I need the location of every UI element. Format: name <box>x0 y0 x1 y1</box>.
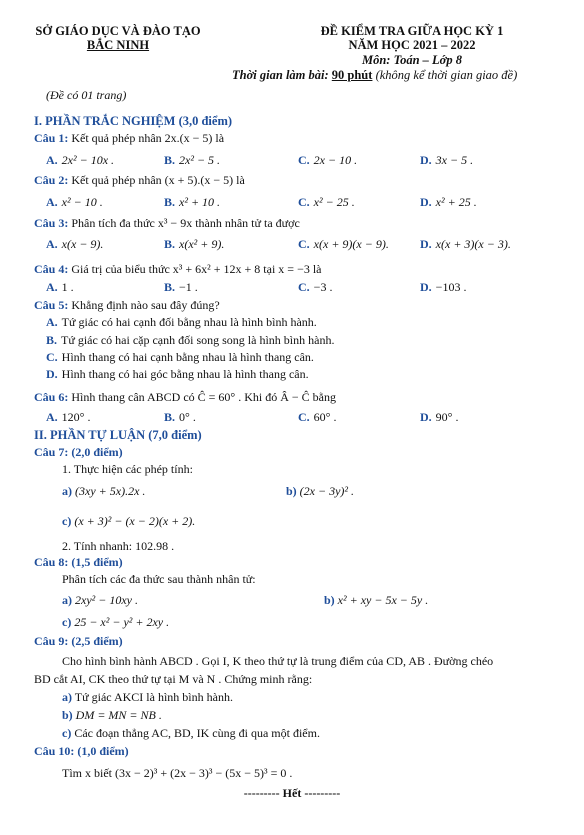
end-marker: --------- Hết --------- <box>243 786 341 800</box>
item-expr: 2xy² − 10xy . <box>75 593 138 607</box>
option-letter: D. <box>46 367 58 381</box>
option-text: Tứ giác có hai cạnh đối bằng nhau là hình bình hành. <box>61 315 317 329</box>
question-text: Giá trị của biểu thức x³ + 6x² + 12x + 8 tại x = −3 là <box>71 262 322 276</box>
q9-item-c <box>62 726 320 741</box>
q6-option-d[interactable] <box>420 410 458 425</box>
q3-option-c[interactable] <box>298 237 389 252</box>
q7-part1: 1. Thực hiện các phép tính: <box>62 462 193 476</box>
page-count-note: (Đề có 01 trang) <box>46 88 127 102</box>
q6-option-c[interactable] <box>298 410 336 425</box>
question-label: Câu 4: <box>34 262 69 276</box>
option-text: −1 . <box>179 280 198 294</box>
item-label: b) <box>62 708 73 722</box>
option-letter: C. <box>298 410 310 424</box>
q6-option-b[interactable] <box>164 410 196 425</box>
option-text: 60° . <box>313 410 337 424</box>
school-year: NĂM HỌC 2021 – 2022 <box>348 38 476 52</box>
option-text: 90° . <box>435 410 459 424</box>
option-text: Hình thang có hai góc bằng nhau là hình thang cân. <box>61 367 309 381</box>
option-letter: B. <box>164 410 176 424</box>
item-expr: x² + xy − 5x − 5y . <box>337 593 429 607</box>
item-text: Các đoạn thẳng AC, BD, IK cùng đi qua một điểm. <box>74 726 320 740</box>
option-letter: D. <box>420 237 432 251</box>
option-text: Hình thang có hai cạnh bằng nhau là hình thang cân. <box>61 350 314 364</box>
province-name: BẮC NINH <box>86 38 150 52</box>
q3-option-d[interactable] <box>420 237 511 252</box>
option-letter: C. <box>298 195 310 209</box>
q10-text: Tìm x biết (3x − 2)³ + (2x − 3)³ − (5x − 5)³ = 0 . <box>62 766 293 780</box>
item-label: c) <box>62 615 72 629</box>
q5-option-c[interactable] <box>46 350 314 365</box>
q7-item-a <box>62 484 145 499</box>
question-10-label: Câu 10: (1,0 điểm) <box>34 744 129 758</box>
question-text: Khẳng định nào sau đây đúng? <box>71 298 220 312</box>
q2-option-c[interactable] <box>298 195 355 210</box>
option-text: 2x² − 5 . <box>179 153 221 167</box>
option-text: x² − 25 . <box>313 195 355 209</box>
exam-title: ĐỀ KIỂM TRA GIỮA HỌC KỲ 1 <box>320 24 504 38</box>
question-label: Câu 3: <box>34 216 69 230</box>
question-5 <box>34 298 220 313</box>
item-label: a) <box>62 690 72 704</box>
option-text: 120° . <box>61 410 91 424</box>
q7-item-b <box>286 484 354 499</box>
item-expr: (2x − 3y)² . <box>299 484 355 498</box>
option-text: 2x − 10 . <box>313 153 358 167</box>
option-letter: B. <box>164 195 176 209</box>
question-label: Câu 2: <box>34 173 69 187</box>
q1-option-d[interactable] <box>420 153 473 168</box>
option-letter: C. <box>298 153 310 167</box>
q5-option-a[interactable] <box>46 315 317 330</box>
q2-option-b[interactable] <box>164 195 220 210</box>
part1-title: I. PHẦN TRẮC NGHIỆM (3,0 điểm) <box>34 114 233 128</box>
item-label: b) <box>324 593 335 607</box>
q3-option-a[interactable] <box>46 237 103 252</box>
option-text: 0° . <box>179 410 196 424</box>
question-label: Câu 6: <box>34 390 69 404</box>
q5-option-d[interactable] <box>46 367 309 382</box>
q4-option-d[interactable] <box>420 280 466 295</box>
option-text: −103 . <box>435 280 467 294</box>
question-8-label: Câu 8: (1,5 điểm) <box>34 555 123 569</box>
option-letter: B. <box>46 333 58 347</box>
question-1 <box>34 131 224 146</box>
option-letter: A. <box>46 153 58 167</box>
question-7-label: Câu 7: (2,0 điểm) <box>34 445 123 459</box>
option-letter: A. <box>46 195 58 209</box>
question-text: Phân tích đa thức x³ − 9x thành nhân tử ta được <box>71 216 300 230</box>
q4-option-a[interactable] <box>46 280 74 295</box>
q3-option-b[interactable] <box>164 237 224 252</box>
question-text: Kết quả phép nhân (x + 5).(x − 5) là <box>71 173 245 187</box>
option-text: 3x − 5 . <box>435 153 474 167</box>
option-letter: C. <box>298 280 310 294</box>
question-6 <box>34 390 336 405</box>
option-letter: B. <box>164 153 176 167</box>
q1-option-b[interactable] <box>164 153 220 168</box>
q5-option-b[interactable] <box>46 333 334 348</box>
option-letter: B. <box>164 237 176 251</box>
q8-item-a <box>62 593 138 608</box>
option-letter: A. <box>46 315 58 329</box>
item-expr: 25 − x² − y² + 2xy . <box>74 615 170 629</box>
option-text: x(x − 9). <box>61 237 104 251</box>
option-text: x(x + 3)(x − 3). <box>435 237 511 251</box>
option-text: −3 . <box>313 280 333 294</box>
option-letter: D. <box>420 195 432 209</box>
option-letter: A. <box>46 237 58 251</box>
q4-option-c[interactable] <box>298 280 332 295</box>
department-title: SỞ GIÁO DỤC VÀ ĐÀO TẠO <box>35 24 201 38</box>
item-label: c) <box>62 514 72 528</box>
q9-text-line2: BD cắt AI, CK theo thứ tự tại M và N . Chứng minh rằng: <box>34 672 313 686</box>
q7-part2: 2. Tính nhanh: 102.98 . <box>62 539 175 553</box>
time-note: (không kể thời gian giao đề) <box>372 68 518 82</box>
item-label: b) <box>286 484 297 498</box>
q4-option-b[interactable] <box>164 280 198 295</box>
question-text: Hình thang cân ABCD có Ĉ = 60° . Khi đó Â − Ĉ bằng <box>71 390 336 404</box>
option-text: Tứ giác có hai cặp cạnh đối song song là hình bình hành. <box>61 333 335 347</box>
item-label: a) <box>62 484 72 498</box>
option-text: x² + 25 . <box>435 195 477 209</box>
option-letter: D. <box>420 153 432 167</box>
option-letter: A. <box>46 410 58 424</box>
q8-item-c <box>62 615 169 630</box>
question-4 <box>34 262 322 277</box>
item-text: DM = MN = NB . <box>75 708 162 722</box>
question-9-label: Câu 9: (2,5 điểm) <box>34 634 123 648</box>
option-text: x² + 10 . <box>179 195 221 209</box>
q1-option-c[interactable] <box>298 153 357 168</box>
q2-option-d[interactable] <box>420 195 477 210</box>
time-line <box>232 68 517 83</box>
item-expr: (3xy + 5x).2x . <box>75 484 146 498</box>
item-label: c) <box>62 726 72 740</box>
option-text: 1 . <box>61 280 74 294</box>
question-label: Câu 5: <box>34 298 69 312</box>
option-text: x² − 10 . <box>61 195 103 209</box>
option-letter: D. <box>420 280 432 294</box>
item-label: a) <box>62 593 72 607</box>
item-expr: (x + 3)² − (x − 2)(x + 2). <box>74 514 196 528</box>
q9-item-b <box>62 708 162 723</box>
q7-item-c <box>62 514 195 529</box>
option-text: x(x + 9)(x − 9). <box>313 237 389 251</box>
question-text: Kết quả phép nhân 2x.(x − 5) là <box>71 131 225 145</box>
option-letter: B. <box>164 280 176 294</box>
part2-title: II. PHẦN TỰ LUẬN (7,0 điểm) <box>34 428 202 442</box>
option-letter: A. <box>46 280 58 294</box>
option-text: 2x² − 10x . <box>61 153 115 167</box>
option-letter: C. <box>46 350 58 364</box>
option-letter: D. <box>420 410 432 424</box>
question-3 <box>34 216 300 231</box>
item-text: Tứ giác AKCI là hình bình hành. <box>74 690 233 704</box>
q1-option-a[interactable] <box>46 153 114 168</box>
question-2 <box>34 173 245 188</box>
q9-item-a <box>62 690 233 705</box>
q9-text-line1: Cho hình bình hành ABCD . Gọi I, K theo thứ tự là trung điểm của CD, AB . Đường chéo <box>62 654 494 668</box>
time-value: 90 phút <box>331 68 373 82</box>
subject-line: Môn: Toán – Lớp 8 <box>361 53 462 67</box>
option-text: x(x² + 9). <box>179 237 225 251</box>
q8-text: Phân tích các đa thức sau thành nhân tử: <box>62 572 256 586</box>
q6-option-a[interactable] <box>46 410 90 425</box>
q2-option-a[interactable] <box>46 195 103 210</box>
time-label: Thời gian làm bài: <box>232 68 332 82</box>
q8-item-b <box>324 593 428 608</box>
question-label: Câu 1: <box>34 131 69 145</box>
option-letter: C. <box>298 237 310 251</box>
